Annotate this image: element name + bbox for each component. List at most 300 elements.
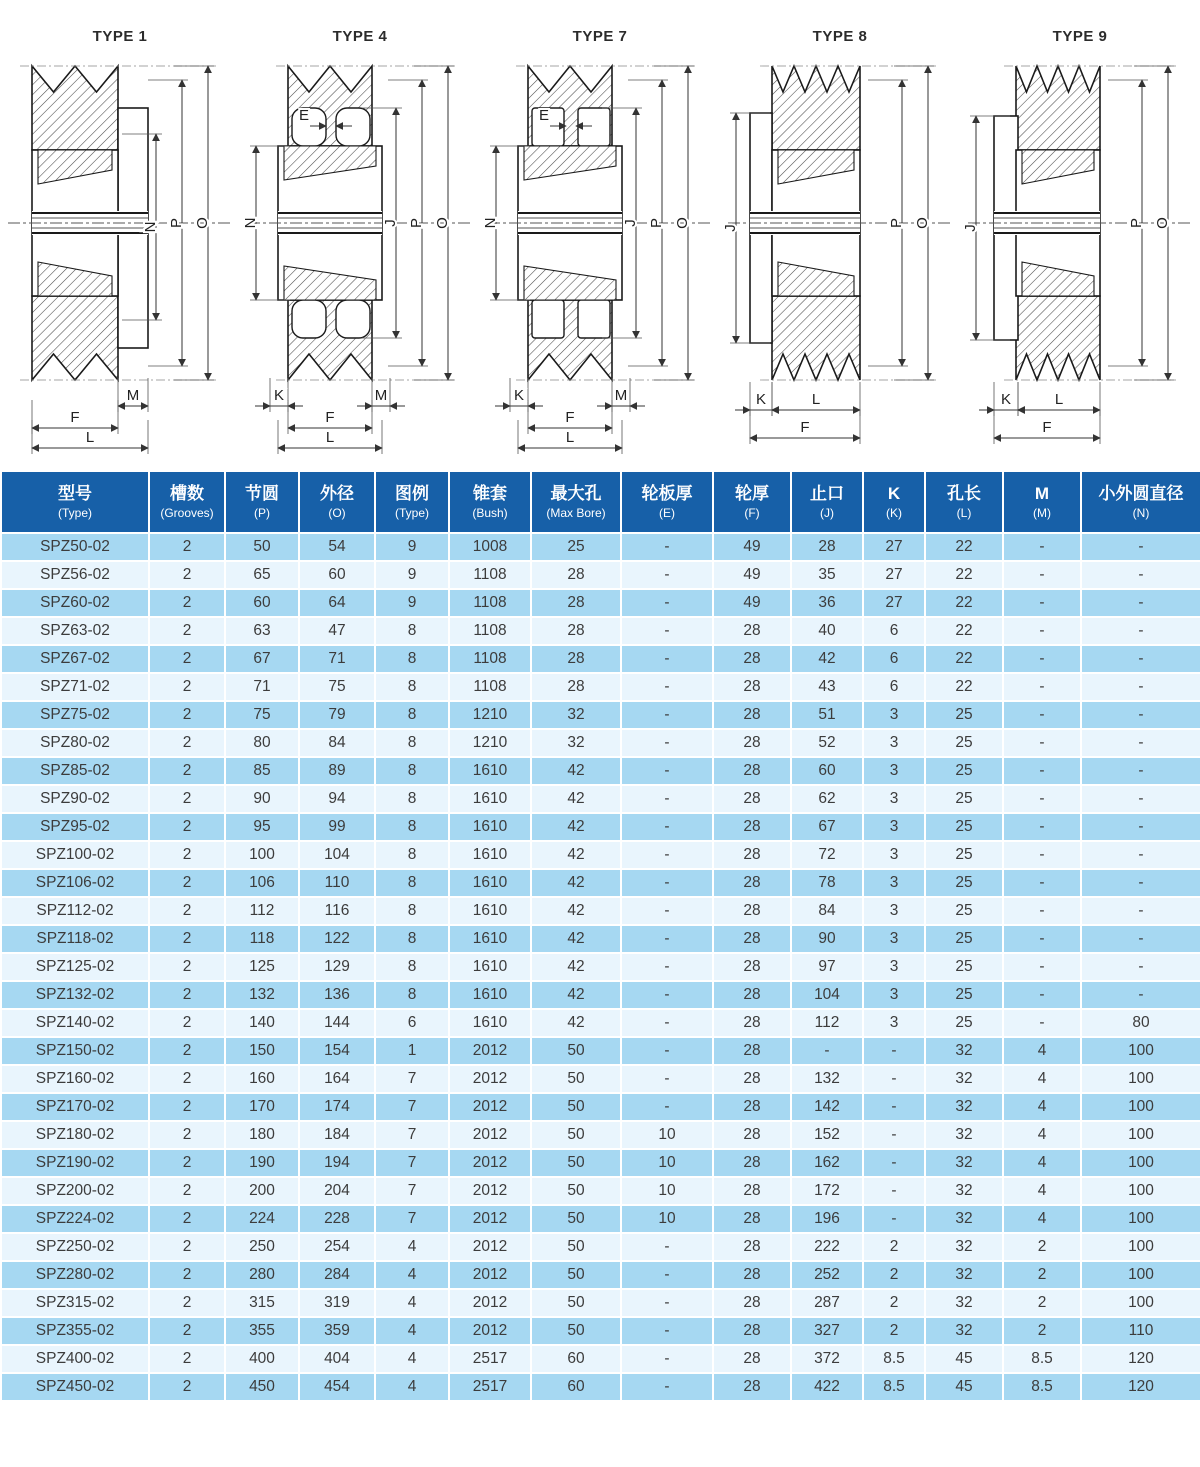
header-label-zh: M	[1034, 483, 1050, 503]
header-label-en: (Bush)	[472, 505, 508, 520]
table-cell: 9	[375, 589, 449, 617]
table-cell: 60	[299, 561, 375, 589]
table-cell: 2	[863, 1289, 925, 1317]
dimension-label: E	[298, 107, 310, 124]
table-cell: 2	[149, 729, 225, 757]
dimension-label: F	[565, 409, 575, 426]
table-cell: -	[1003, 617, 1081, 645]
table-cell: SPZ140-02	[1, 1009, 149, 1037]
table-cell: SPZ190-02	[1, 1149, 149, 1177]
table-cell: 6	[375, 1009, 449, 1037]
dimension-label: M	[126, 387, 140, 404]
table-cell: SPZ180-02	[1, 1121, 149, 1149]
table-cell: 4	[1003, 1037, 1081, 1065]
table-cell: -	[863, 1093, 925, 1121]
table-cell: 54	[299, 533, 375, 561]
header-label-en: (O)	[328, 505, 346, 520]
table-cell: SPZ450-02	[1, 1373, 149, 1401]
table-row	[1, 533, 1200, 561]
diagram-type-4	[240, 0, 480, 470]
table-cell: 110	[1081, 1317, 1200, 1345]
table-cell: 28	[713, 673, 791, 701]
table-cell: 112	[791, 1009, 863, 1037]
table-cell: 3	[863, 701, 925, 729]
table-cell: SPZ118-02	[1, 925, 149, 953]
table-cell: SPZ125-02	[1, 953, 149, 981]
table-cell: 1108	[449, 645, 531, 673]
table-cell: 7	[375, 1149, 449, 1177]
table-cell: 3	[863, 869, 925, 897]
table-row	[1, 981, 1200, 1009]
table-cell: 28	[713, 1373, 791, 1401]
table-row	[1, 925, 1200, 953]
table-cell: 22	[925, 617, 1003, 645]
table-cell: 120	[1081, 1373, 1200, 1401]
spec-table-body	[1, 533, 1200, 1401]
table-cell: 2	[863, 1233, 925, 1261]
table-cell: 8	[375, 897, 449, 925]
table-cell: -	[621, 897, 713, 925]
table-row	[1, 673, 1200, 701]
table-cell: 254	[299, 1233, 375, 1261]
table-cell: 50	[531, 1037, 621, 1065]
table-cell: -	[621, 1233, 713, 1261]
table-cell: 1108	[449, 561, 531, 589]
table-cell: 50	[531, 1205, 621, 1233]
table-cell: -	[1003, 785, 1081, 813]
table-cell: 67	[791, 813, 863, 841]
header-cell	[149, 471, 225, 533]
table-cell: 125	[225, 953, 299, 981]
table-cell: 359	[299, 1317, 375, 1345]
table-cell: -	[1003, 589, 1081, 617]
table-cell: 10	[621, 1121, 713, 1149]
table-row	[1, 869, 1200, 897]
table-cell: 36	[791, 589, 863, 617]
table-cell: 28	[713, 1317, 791, 1345]
table-cell: SPZ280-02	[1, 1261, 149, 1289]
table-cell: 25	[531, 533, 621, 561]
table-cell: SPZ50-02	[1, 533, 149, 561]
table-cell: -	[621, 645, 713, 673]
table-cell: SPZ80-02	[1, 729, 149, 757]
table-cell: 10	[621, 1205, 713, 1233]
dimension-label: O	[914, 217, 931, 229]
table-cell: -	[621, 1065, 713, 1093]
table-cell: 22	[925, 645, 1003, 673]
table-cell: -	[1081, 673, 1200, 701]
table-cell: 2517	[449, 1345, 531, 1373]
table-row	[1, 1233, 1200, 1261]
table-cell: 28	[791, 533, 863, 561]
table-cell: -	[1081, 701, 1200, 729]
header-label-zh: 孔长	[947, 483, 981, 503]
table-cell: 3	[863, 757, 925, 785]
table-cell: -	[1003, 953, 1081, 981]
table-cell: 327	[791, 1317, 863, 1345]
pulley-drawing-type-9	[960, 52, 1200, 464]
dimension-label: O	[194, 217, 211, 229]
header-cell	[225, 471, 299, 533]
table-cell: 28	[713, 1289, 791, 1317]
header-label-zh: 轮厚	[735, 483, 769, 503]
header-label-zh: 槽数	[170, 483, 204, 503]
dimension-label: P	[888, 217, 905, 229]
table-cell: 89	[299, 757, 375, 785]
header-cell	[531, 471, 621, 533]
header-label-en: (N)	[1132, 505, 1150, 520]
header-cell	[621, 471, 713, 533]
table-cell: 22	[925, 673, 1003, 701]
table-cell: 1610	[449, 869, 531, 897]
table-cell: 7	[375, 1121, 449, 1149]
table-cell: 60	[225, 589, 299, 617]
table-cell: 97	[791, 953, 863, 981]
table-cell: 25	[925, 813, 1003, 841]
table-cell: SPZ85-02	[1, 757, 149, 785]
header-cell	[791, 471, 863, 533]
table-cell: 50	[225, 533, 299, 561]
table-cell: 100	[1081, 1289, 1200, 1317]
table-cell: 42	[531, 981, 621, 1009]
table-cell: 32	[925, 1261, 1003, 1289]
table-cell: 28	[531, 645, 621, 673]
table-cell: 28	[713, 1037, 791, 1065]
table-cell: 84	[299, 729, 375, 757]
table-cell: 32	[925, 1121, 1003, 1149]
header-label-en: (M)	[1033, 505, 1051, 520]
table-cell: 32	[925, 1317, 1003, 1345]
table-cell: -	[1003, 981, 1081, 1009]
table-cell: -	[621, 1345, 713, 1373]
header-label-en: (K)	[886, 505, 902, 520]
table-cell: SPZ67-02	[1, 645, 149, 673]
table-cell: -	[621, 729, 713, 757]
table-cell: 2	[149, 981, 225, 1009]
table-row	[1, 1205, 1200, 1233]
table-cell: 25	[925, 869, 1003, 897]
header-label-en: (Grooves)	[160, 505, 214, 520]
table-cell: 3	[863, 729, 925, 757]
table-cell: 49	[713, 589, 791, 617]
dimension-label: L	[811, 391, 821, 408]
header-cell	[375, 471, 449, 533]
table-cell: 28	[713, 1093, 791, 1121]
table-cell: -	[621, 841, 713, 869]
header-label-zh: K	[887, 483, 901, 503]
table-cell: 2	[863, 1261, 925, 1289]
table-cell: 7	[375, 1205, 449, 1233]
table-cell: 25	[925, 785, 1003, 813]
table-cell: 280	[225, 1261, 299, 1289]
table-cell: 28	[713, 1261, 791, 1289]
table-cell: 28	[713, 981, 791, 1009]
table-cell: 4	[375, 1233, 449, 1261]
table-cell: 32	[925, 1177, 1003, 1205]
table-cell: SPZ95-02	[1, 813, 149, 841]
pulley-drawing-type-8	[720, 52, 960, 464]
table-cell: -	[1081, 841, 1200, 869]
table-row	[1, 1093, 1200, 1121]
table-cell: 90	[225, 785, 299, 813]
table-cell: 140	[225, 1009, 299, 1037]
table-cell: -	[1003, 869, 1081, 897]
table-row	[1, 1345, 1200, 1373]
table-cell: 2	[149, 1205, 225, 1233]
table-cell: 7	[375, 1093, 449, 1121]
table-cell: 1108	[449, 673, 531, 701]
table-cell: 50	[531, 1121, 621, 1149]
diagram-title: TYPE 7	[572, 28, 628, 45]
table-cell: -	[863, 1177, 925, 1205]
table-cell: 224	[225, 1205, 299, 1233]
table-cell: 142	[791, 1093, 863, 1121]
table-cell: 28	[713, 1149, 791, 1177]
table-cell: 2	[1003, 1289, 1081, 1317]
table-cell: -	[1003, 729, 1081, 757]
table-cell: -	[1081, 645, 1200, 673]
table-cell: 152	[791, 1121, 863, 1149]
table-cell: 204	[299, 1177, 375, 1205]
table-cell: 42	[531, 757, 621, 785]
table-cell: 129	[299, 953, 375, 981]
table-cell: 2	[149, 925, 225, 953]
header-cell	[863, 471, 925, 533]
table-cell: 8	[375, 841, 449, 869]
table-cell: 4	[375, 1317, 449, 1345]
table-cell: 42	[531, 925, 621, 953]
header-label-en: (Type)	[394, 505, 429, 520]
table-cell: -	[621, 953, 713, 981]
table-cell: 79	[299, 701, 375, 729]
dimension-label: M	[374, 387, 388, 404]
table-cell: 8	[375, 953, 449, 981]
table-cell: 40	[791, 617, 863, 645]
dimension-label: K	[273, 387, 285, 404]
table-cell: 104	[791, 981, 863, 1009]
table-cell: 6	[863, 645, 925, 673]
table-row	[1, 1317, 1200, 1345]
table-cell: 2	[149, 1065, 225, 1093]
table-row	[1, 1149, 1200, 1177]
table-cell: 32	[925, 1233, 1003, 1261]
table-cell: 28	[713, 953, 791, 981]
table-cell: 110	[299, 869, 375, 897]
table-cell: SPZ100-02	[1, 841, 149, 869]
dimension-label: P	[1128, 217, 1145, 229]
table-cell: 100	[1081, 1261, 1200, 1289]
table-cell: 8	[375, 981, 449, 1009]
table-cell: 162	[791, 1149, 863, 1177]
table-row	[1, 841, 1200, 869]
table-cell: 49	[713, 533, 791, 561]
table-cell: -	[621, 813, 713, 841]
table-cell: 3	[863, 953, 925, 981]
table-cell: -	[621, 1373, 713, 1401]
table-cell: 2	[149, 1177, 225, 1205]
dimension-label: O	[674, 217, 691, 229]
table-row	[1, 589, 1200, 617]
table-cell: 9	[375, 561, 449, 589]
table-cell: 28	[713, 701, 791, 729]
table-cell: 1108	[449, 617, 531, 645]
table-cell: 6	[863, 617, 925, 645]
dimension-label: O	[1154, 217, 1171, 229]
table-cell: 28	[713, 841, 791, 869]
table-cell: 132	[791, 1065, 863, 1093]
table-cell: 28	[713, 869, 791, 897]
table-cell: 28	[713, 1345, 791, 1373]
table-cell: 90	[791, 925, 863, 953]
table-row	[1, 1289, 1200, 1317]
table-cell: 62	[791, 785, 863, 813]
header-label-en: (J)	[820, 505, 834, 520]
table-cell: 95	[225, 813, 299, 841]
table-cell: 60	[531, 1345, 621, 1373]
table-cell: 150	[225, 1037, 299, 1065]
table-cell: 170	[225, 1093, 299, 1121]
table-cell: 174	[299, 1093, 375, 1121]
table-cell: 2012	[449, 1149, 531, 1177]
table-cell: 28	[713, 617, 791, 645]
table-cell: 42	[531, 869, 621, 897]
header-label-zh: 最大孔	[550, 483, 602, 503]
table-cell: 75	[299, 673, 375, 701]
table-cell: 51	[791, 701, 863, 729]
header-label-zh: 节圆	[245, 483, 279, 503]
table-row	[1, 813, 1200, 841]
header-cell	[449, 471, 531, 533]
diagram-title: TYPE 1	[92, 28, 148, 45]
diagram-type-9	[960, 0, 1200, 470]
table-cell: 50	[531, 1065, 621, 1093]
table-cell: 80	[1081, 1009, 1200, 1037]
table-cell: SPZ63-02	[1, 617, 149, 645]
table-cell: 25	[925, 925, 1003, 953]
dimension-label: P	[168, 217, 185, 229]
header-row	[1, 471, 1200, 533]
table-cell: 32	[925, 1037, 1003, 1065]
table-cell: 60	[791, 757, 863, 785]
table-cell: -	[1081, 617, 1200, 645]
table-cell: 172	[791, 1177, 863, 1205]
spec-table-header	[1, 471, 1200, 533]
table-cell: 45	[925, 1373, 1003, 1401]
table-cell: 2012	[449, 1317, 531, 1345]
table-cell: 22	[925, 589, 1003, 617]
table-cell: 67	[225, 645, 299, 673]
table-cell: 28	[713, 1065, 791, 1093]
table-cell: 250	[225, 1233, 299, 1261]
table-cell: SPZ160-02	[1, 1065, 149, 1093]
dimension-label: J	[622, 219, 639, 227]
table-cell: 42	[531, 1009, 621, 1037]
table-cell: 100	[225, 841, 299, 869]
table-cell: 50	[531, 1289, 621, 1317]
dimension-label: N	[482, 217, 499, 229]
table-cell: 2	[149, 1317, 225, 1345]
table-cell: 315	[225, 1289, 299, 1317]
table-cell: 2012	[449, 1177, 531, 1205]
table-cell: -	[1003, 533, 1081, 561]
table-cell: 144	[299, 1009, 375, 1037]
table-cell: 3	[863, 813, 925, 841]
table-cell: 450	[225, 1373, 299, 1401]
table-cell: -	[1003, 673, 1081, 701]
table-cell: 3	[863, 981, 925, 1009]
dimension-label: N	[142, 221, 159, 233]
table-cell: 65	[225, 561, 299, 589]
table-cell: 28	[713, 1205, 791, 1233]
table-cell: 180	[225, 1121, 299, 1149]
table-cell: 25	[925, 729, 1003, 757]
table-cell: -	[621, 701, 713, 729]
table-cell: 2	[149, 701, 225, 729]
table-cell: 2	[149, 785, 225, 813]
table-cell: 3	[863, 897, 925, 925]
header-label-zh: 型号	[58, 483, 92, 503]
table-cell: 28	[713, 925, 791, 953]
table-cell: -	[1081, 533, 1200, 561]
table-cell: 1610	[449, 813, 531, 841]
table-cell: 2	[149, 1037, 225, 1065]
table-cell: 2	[149, 673, 225, 701]
table-cell: 6	[863, 673, 925, 701]
table-cell: 2012	[449, 1233, 531, 1261]
table-cell: 32	[925, 1205, 1003, 1233]
table-cell: 4	[375, 1261, 449, 1289]
table-cell: -	[863, 1121, 925, 1149]
table-cell: 287	[791, 1289, 863, 1317]
header-cell	[713, 471, 791, 533]
table-cell: 118	[225, 925, 299, 953]
pulley-drawing-type-7	[480, 52, 720, 464]
table-cell: 1610	[449, 897, 531, 925]
dimension-label: P	[648, 217, 665, 229]
dimension-label: L	[1054, 391, 1064, 408]
dimension-label: P	[408, 217, 425, 229]
table-cell: 22	[925, 561, 1003, 589]
table-cell: 2	[149, 953, 225, 981]
table-cell: 284	[299, 1261, 375, 1289]
table-cell: 112	[225, 897, 299, 925]
table-cell: 22	[925, 533, 1003, 561]
table-cell: 8.5	[1003, 1345, 1081, 1373]
table-cell: 8	[375, 617, 449, 645]
table-cell: -	[1003, 841, 1081, 869]
table-cell: -	[621, 617, 713, 645]
header-label-zh: 图例	[395, 483, 429, 503]
table-cell: 8.5	[863, 1345, 925, 1373]
table-cell: SPZ106-02	[1, 869, 149, 897]
table-cell: 42	[531, 953, 621, 981]
header-label-en: (P)	[254, 505, 270, 520]
table-cell: -	[621, 561, 713, 589]
table-cell: 2012	[449, 1205, 531, 1233]
table-cell: 8.5	[863, 1373, 925, 1401]
table-cell: 28	[531, 589, 621, 617]
spz-spec-table	[0, 470, 1200, 1402]
table-cell: 2	[149, 757, 225, 785]
table-cell: 2	[149, 1121, 225, 1149]
table-cell: -	[1081, 897, 1200, 925]
table-cell: 2012	[449, 1093, 531, 1121]
table-cell: SPZ60-02	[1, 589, 149, 617]
table-cell: SPZ75-02	[1, 701, 149, 729]
table-cell: 100	[1081, 1149, 1200, 1177]
table-cell: 1210	[449, 701, 531, 729]
dimension-label: F	[800, 419, 810, 436]
